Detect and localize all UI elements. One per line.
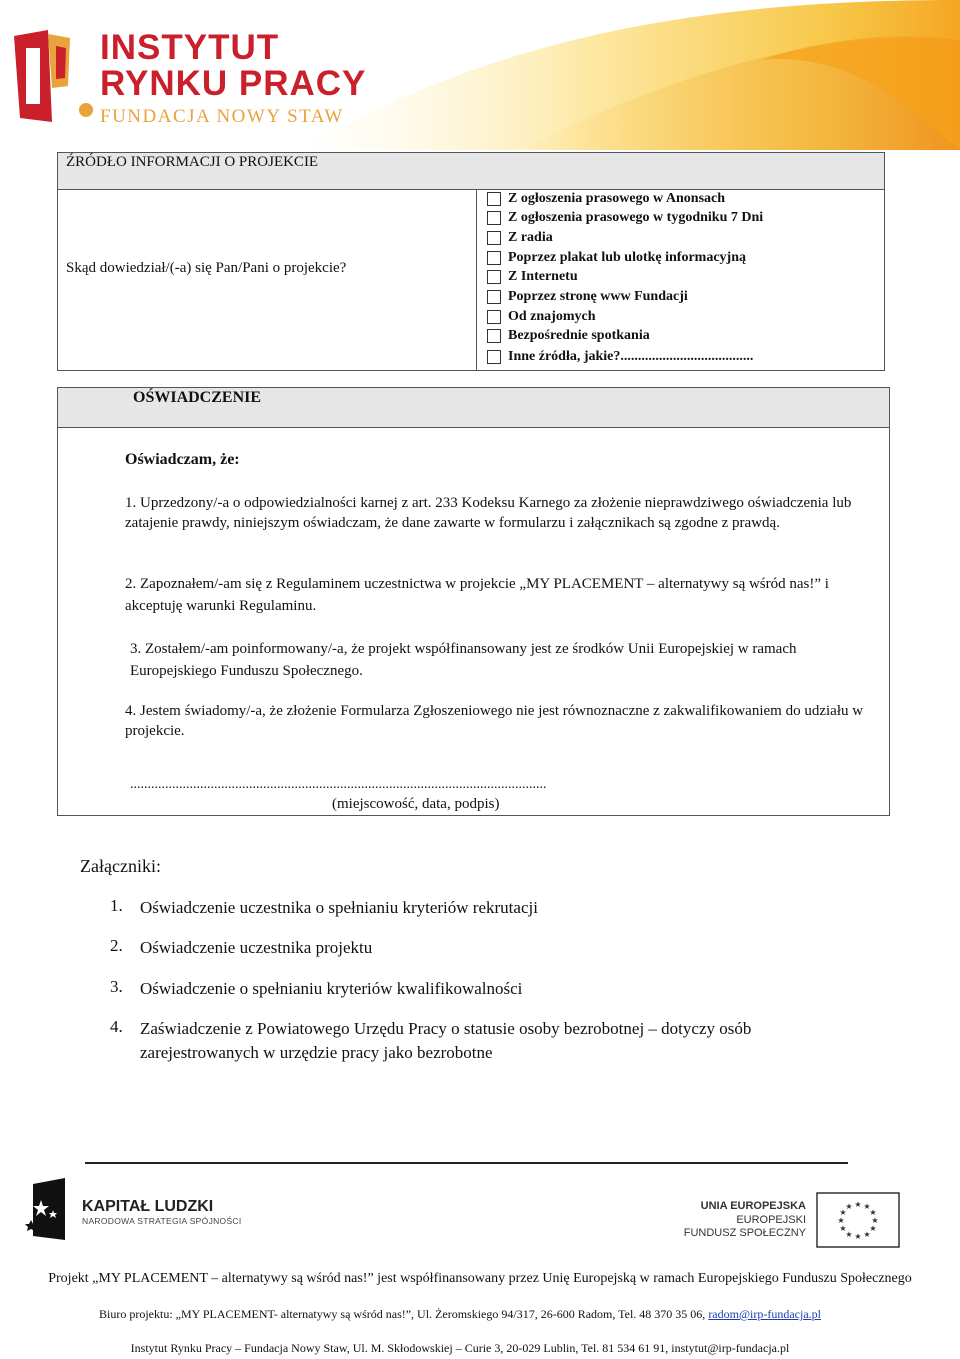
svg-text:★: ★ <box>845 1202 853 1211</box>
attachment-number: 1. <box>110 896 123 915</box>
checkbox[interactable] <box>487 329 501 343</box>
source-option-poster[interactable] <box>487 249 746 267</box>
logo-subtitle: FUNDACJA NOWY STAW <box>100 106 344 127</box>
svg-text:★: ★ <box>869 1208 877 1217</box>
checkbox[interactable] <box>487 251 501 265</box>
checkbox[interactable] <box>487 211 501 225</box>
eu-label-line2: EUROPEJSKI <box>736 1214 806 1226</box>
declaration-item-2: 2. Zapoznałem/-am się z Regulaminem uczestnictwa w projekcie „MY PLACEMENT – alternatywy są wśród nas!” i akceptuję warunki Regulaminu. <box>125 576 829 614</box>
declaration-body <box>57 427 890 816</box>
eu-flag-icon <box>816 1192 900 1248</box>
attachment-item: Oświadczenie o spełnianiu kryteriów kwalifikowalności <box>140 979 523 998</box>
logo-title-line1: INSTYTUT <box>100 28 280 67</box>
svg-text:★: ★ <box>871 1216 879 1225</box>
svg-text:★: ★ <box>863 1230 871 1239</box>
source-option-internet[interactable] <box>487 268 578 286</box>
checkbox[interactable] <box>487 290 501 304</box>
kapital-ludzki-title: KAPITAŁ LUDZKI <box>82 1198 214 1215</box>
footer-project-line: Projekt „MY PLACEMENT – alternatywy są wśród nas!” jest współfinansowany przez Unię Europejską w ramach Europejskiego Funduszu Społecznego <box>48 1271 912 1286</box>
svg-text:★: ★ <box>845 1230 853 1239</box>
attachment-item: Oświadczenie uczestnika o spełnianiu kryteriów rekrutacji <box>140 898 538 917</box>
checkbox[interactable] <box>487 310 501 324</box>
checkbox[interactable] <box>487 231 501 245</box>
logo-title-line2: RYNKU PRACY <box>100 64 367 103</box>
svg-text:★: ★ <box>854 1200 862 1209</box>
attachment-number: 3. <box>110 977 123 996</box>
option-label: Poprzez stronę www Fundacji <box>508 289 688 304</box>
kapital-ludzki-logo-icon <box>25 1176 69 1242</box>
office-address: Biuro projektu: „MY PLACEMENT- alternatywy są wśród nas!”, Ul. Żeromskiego 94/317, 26-600 Radom, Tel. 48 370 35 06, <box>99 1307 709 1321</box>
footer-divider <box>85 1162 848 1164</box>
svg-text:★: ★ <box>839 1208 847 1217</box>
signature-label: (miejscowość, data, podpis) <box>332 796 500 812</box>
svg-text:★: ★ <box>837 1216 845 1225</box>
source-option-anonse[interactable] <box>487 190 725 208</box>
declaration-intro: Oświadczam, że: <box>125 451 240 468</box>
svg-text:★: ★ <box>854 1232 862 1241</box>
signature-line: ....................................................................................................................... <box>130 777 547 792</box>
option-label: Z radia <box>508 230 553 245</box>
option-label: Z ogłoszenia prasowego w Anonsach <box>508 191 726 206</box>
attachment-number: 4. <box>110 1017 123 1036</box>
source-question: Skąd dowiedział/(-a) się Pan/Pani o projekcie? <box>66 260 347 276</box>
svg-text:★: ★ <box>863 1202 871 1211</box>
checkbox[interactable] <box>487 192 501 206</box>
footer-office-line <box>0 1307 920 1322</box>
svg-text:★: ★ <box>839 1224 847 1233</box>
footer-institute-line: Instytut Rynku Pracy – Fundacja Nowy Staw, Ul. M. Skłodowskiej – Curie 3, 20-029 Lublin, Tel. 81 534 61 91, instytut@irp-fundacja.pl <box>130 1341 790 1355</box>
svg-text:★: ★ <box>869 1224 877 1233</box>
option-label: Inne źródła, jakie?...................................... <box>508 349 754 364</box>
declaration-item-3: 3. Zostałem/-am poinformowany/-a, że projekt współfinansowany jest ze środków Unii Europejskiej w ramach Europejskiego Funduszu Społecznego. <box>130 641 797 679</box>
source-section-divider <box>476 189 477 371</box>
attachments-title: Załączniki: <box>80 856 161 876</box>
option-label: Bezpośrednie spotkania <box>508 328 650 343</box>
checkbox[interactable] <box>487 350 501 364</box>
declaration-item-1: 1. Uprzedzony/-a o odpowiedzialności karnej z art. 233 Kodeksu Karnego za złożenie nieprawdziwego oświadczenia lub zatajenie prawdy, niniejszym oświadczam, że dane zawarte w formularzu i załącznikach są zgodne z prawdą. <box>125 495 852 531</box>
source-option-friends[interactable] <box>487 308 596 326</box>
declaration-item-4: 4. Jestem świadomy/-a, że złożenie Formularza Zgłoszeniowego nie jest równoznaczne z zakwalifikowaniem do udziału w projekcie. <box>125 703 864 739</box>
option-label: Z ogłoszenia prasowego w tygodniku 7 Dni <box>508 210 764 225</box>
eu-label-line1: UNIA EUROPEJSKA <box>700 1200 806 1212</box>
source-option-meetings[interactable] <box>487 327 650 345</box>
institute-logo-icon <box>8 26 98 126</box>
source-option-other[interactable] <box>487 348 753 366</box>
source-option-radio[interactable] <box>487 229 553 247</box>
attachment-item: Zaświadczenie z Powiatowego Urzędu Pracy o statusie osoby bezrobotnej – dotyczy osób zarejestrowanych w urzędzie pracy jako bezrobotne <box>140 1019 752 1062</box>
eu-label-line3: FUNDUSZ SPOŁECZNY <box>683 1227 806 1239</box>
office-email-link[interactable]: radom@irp-fundacja.pl <box>708 1307 821 1321</box>
source-option-7dni[interactable] <box>487 209 763 227</box>
option-label: Z Internetu <box>508 269 578 284</box>
declaration-title: OŚWIADCZENIE <box>133 389 262 406</box>
option-label: Poprzez plakat lub ulotkę informacyjną <box>508 250 746 265</box>
source-section-title: ŹRÓDŁO INFORMACJI O PROJEKCIE <box>66 154 319 170</box>
option-label: Od znajomych <box>508 309 596 324</box>
attachment-number: 2. <box>110 936 123 955</box>
checkbox[interactable] <box>487 270 501 284</box>
source-option-website[interactable] <box>487 288 688 306</box>
kapital-ludzki-subtitle: NARODOWA STRATEGIA SPÓJNOŚCI <box>82 1216 242 1226</box>
attachment-item: Oświadczenie uczestnika projektu <box>140 938 373 957</box>
